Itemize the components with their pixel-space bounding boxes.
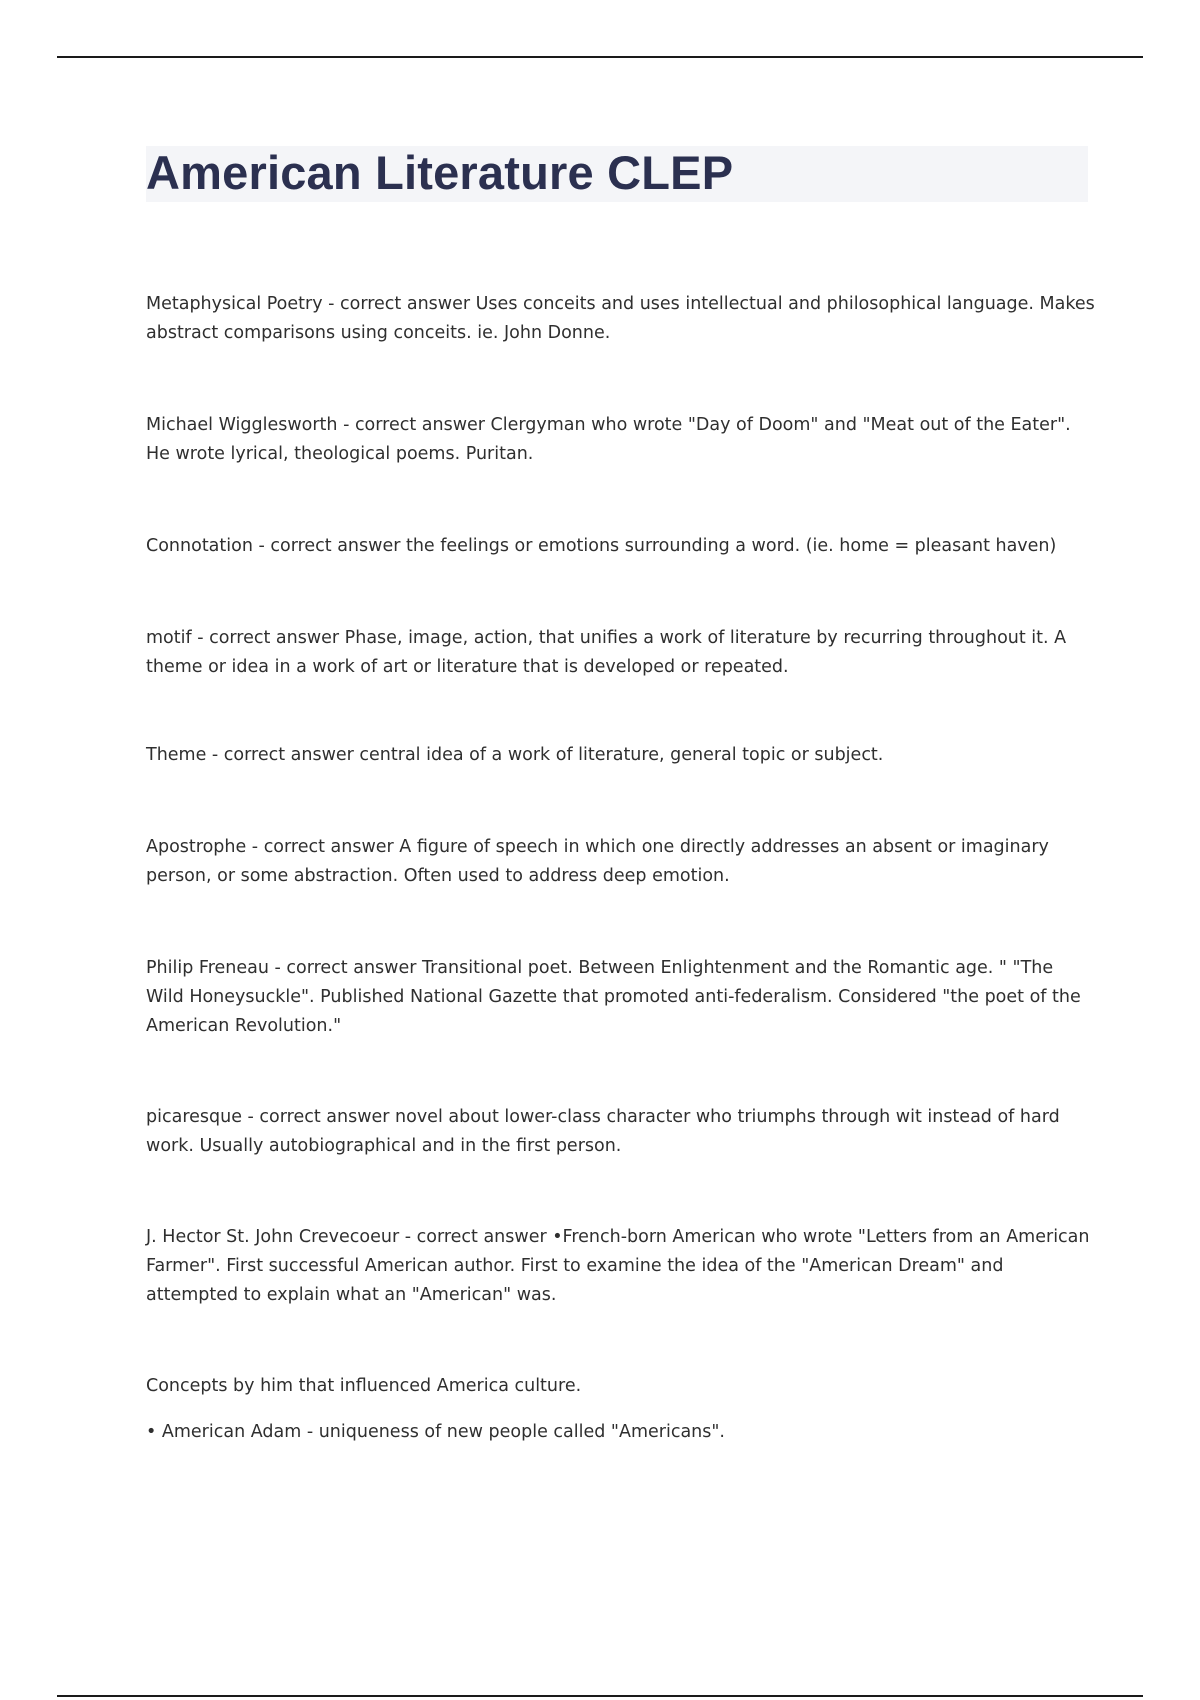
top-rule bbox=[57, 56, 1143, 58]
entry-theme: Theme - correct answer central idea of a work of literature, general topic or subject. bbox=[146, 745, 884, 765]
entry-american-adam: • American Adam - uniqueness of new people called "Americans". bbox=[146, 1422, 725, 1442]
entry-crevecoeur: J. Hector St. John Crevecoeur - correct answer •French-born American who wrote "Letters from an American Farmer". First successful American author. First to examine the idea of the "American Dream" and attempted to explain what an "American" was. bbox=[146, 1227, 1090, 1305]
entry-philip-freneau: Philip Freneau - correct answer Transitional poet. Between Enlightenment and the Romantic age. " "The Wild Honeysuckle". Published National Gazette that promoted anti-federalism. Considered "the poet of the American Revolution." bbox=[146, 958, 1081, 1036]
entry-metaphysical-poetry: Metaphysical Poetry - correct answer Uses conceits and uses intellectual and philosophical language. Makes abstract comparisons using conceits. ie. John Donne. bbox=[146, 294, 1095, 343]
entry-apostrophe: Apostrophe - correct answer A figure of speech in which one directly addresses an absent or imaginary person, or some abstraction. Often used to address deep emotion. bbox=[146, 837, 1049, 886]
page-title: American Literature CLEP bbox=[146, 146, 734, 199]
entry-connotation: Connotation - correct answer the feelings or emotions surrounding a word. (ie. home = pleasant haven) bbox=[146, 536, 1057, 556]
entry-motif: motif - correct answer Phase, image, action, that unifies a work of literature by recurring throughout it. A theme or idea in a work of art or literature that is developed or repeated. bbox=[146, 628, 1067, 677]
entry-concepts-intro: Concepts by him that influenced America culture. bbox=[146, 1376, 582, 1396]
entry-michael-wigglesworth: Michael Wigglesworth - correct answer Clergyman who wrote "Day of Doom" and "Meat out of the Eater". He wrote lyrical, theological poems. Puritan. bbox=[146, 415, 1071, 464]
entry-picaresque: picaresque - correct answer novel about lower-class character who triumphs through wit instead of hard work. Usually autobiographical and in the first person. bbox=[146, 1107, 1060, 1156]
bottom-rule bbox=[57, 1695, 1143, 1697]
